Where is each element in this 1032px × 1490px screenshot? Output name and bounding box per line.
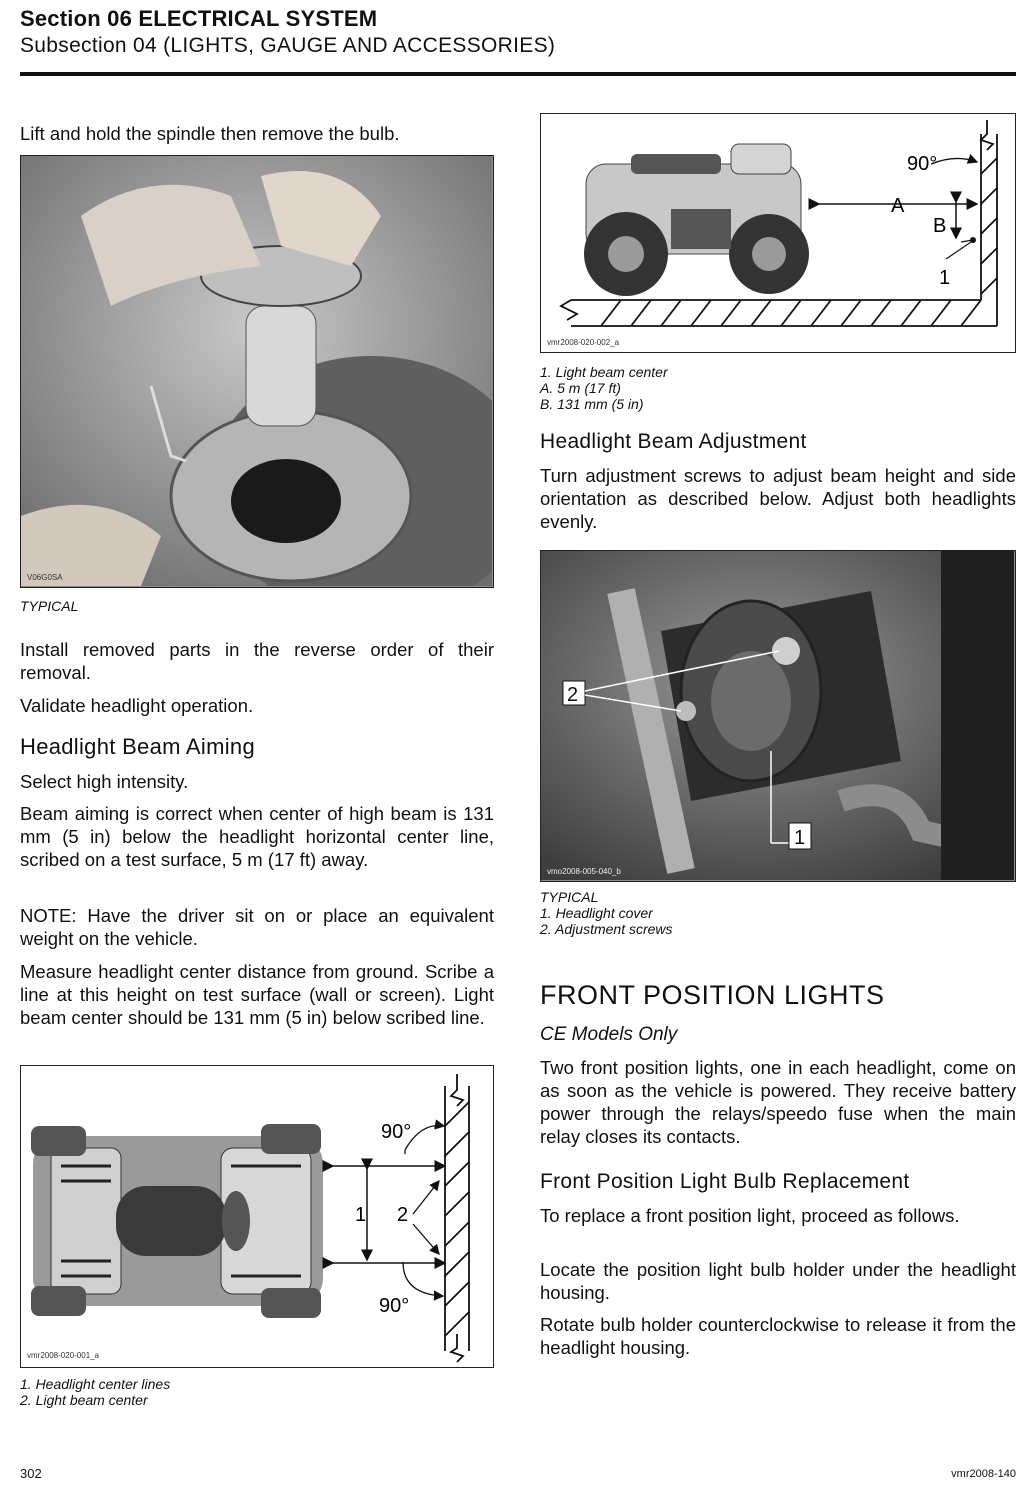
figure-headlight-photo bbox=[540, 550, 1016, 882]
angle-label: 90° bbox=[907, 153, 938, 175]
atv-side-view bbox=[584, 144, 809, 296]
section-title: Section 06 ELECTRICAL SYSTEM bbox=[20, 6, 378, 31]
heading-beam-adjustment: Headlight Beam Adjustment bbox=[540, 430, 807, 453]
figure-top-view-aiming bbox=[20, 1065, 494, 1368]
figure-id: vmo2008-005-040_b bbox=[547, 867, 621, 876]
angle-label-top: 90° bbox=[381, 1121, 412, 1143]
paragraph-replace: To replace a front position light, proceed as follows. bbox=[540, 1205, 960, 1226]
paragraph-beam-correct: Beam aiming is correct when center of high beam is 131 mm (5 in) below the headlight horizontal center line, scribed on a test surface, 5 m (17 ft) away. bbox=[20, 803, 494, 870]
angle-label-bottom: 90° bbox=[379, 1295, 410, 1317]
figure-caption: TYPICAL bbox=[20, 598, 79, 614]
figure-id: vmr2008-020-002_a bbox=[547, 338, 620, 347]
figure-id: vmr2008-020-001_a bbox=[27, 1351, 100, 1360]
header-rule bbox=[20, 72, 1016, 76]
figure-caption: TYPICAL bbox=[540, 889, 599, 905]
paragraph-rotate: Rotate bulb holder counterclockwise to release it from the headlight housing. bbox=[540, 1314, 1016, 1358]
page-number: 302 bbox=[20, 1466, 42, 1481]
label-b: B bbox=[933, 215, 947, 237]
headlight-photo-illustration bbox=[541, 551, 1014, 880]
figure-bulb-photo bbox=[20, 155, 494, 588]
figure-legend-b: B. 131 mm (5 in) bbox=[540, 396, 644, 412]
ground-hatch bbox=[561, 300, 997, 326]
ce-models-only: CE Models Only bbox=[540, 1024, 678, 1045]
label-a: A bbox=[891, 195, 905, 217]
paragraph-adjust-screws: Turn adjustment screws to adjust beam height and side orientation as described below. Adjust both headlights evenly. bbox=[540, 465, 1016, 532]
subsection-title: Subsection 04 (LIGHTS, GAUGE AND ACCESSORIES) bbox=[20, 34, 556, 57]
test-wall bbox=[981, 120, 997, 326]
paragraph-front-position: Two front position lights, one in each headlight, come on as soon as the vehicle is powered. They receive battery power through the relays/speedo fuse when the main relay closes its contacts. bbox=[540, 1057, 1016, 1147]
heading-front-position-lights: FRONT POSITION LIGHTS bbox=[540, 980, 885, 1010]
callout-2: 2 bbox=[397, 1204, 409, 1226]
figure-side-view-aiming bbox=[540, 113, 1016, 353]
bulb-photo-illustration bbox=[21, 156, 492, 586]
callout-1: 1 bbox=[355, 1204, 367, 1226]
test-wall bbox=[445, 1074, 469, 1362]
callout-2: 2 bbox=[567, 684, 579, 706]
figure-legend-1: 1. Headlight cover bbox=[540, 905, 653, 921]
figure-legend-1: 1. Headlight center lines bbox=[20, 1376, 171, 1392]
callout-1: 1 bbox=[939, 267, 951, 289]
paragraph-install: Install removed parts in the reverse order of their removal. bbox=[20, 639, 494, 683]
figure-id: V06G0SA bbox=[27, 573, 63, 582]
paragraph-validate: Validate headlight operation. bbox=[20, 695, 254, 716]
side-view-diagram bbox=[541, 114, 1014, 351]
figure-legend-2: 2. Adjustment screws bbox=[540, 921, 673, 937]
figure-legend-1: 1. Light beam center bbox=[540, 364, 668, 380]
paragraph-note: NOTE: Have the driver sit on or place an equivalent weight on the vehicle. bbox=[20, 905, 494, 949]
paragraph-select-high: Select high intensity. bbox=[20, 771, 189, 792]
atv-top-view bbox=[31, 1124, 323, 1318]
figure-legend-2: 2. Light beam center bbox=[20, 1392, 148, 1408]
heading-bulb-replacement: Front Position Light Bulb Replacement bbox=[540, 1170, 910, 1193]
document-code: vmr2008-140 bbox=[951, 1468, 1016, 1480]
top-view-diagram bbox=[21, 1066, 492, 1366]
callout-1: 1 bbox=[794, 827, 806, 849]
paragraph-measure: Measure headlight center distance from ground. Scribe a line at this height on test surface (wall or screen). Light beam center should be 131 mm (5 in) below scribed line. bbox=[20, 961, 494, 1028]
heading-beam-aiming: Headlight Beam Aiming bbox=[20, 734, 255, 759]
paragraph-locate: Locate the position light bulb holder under the headlight housing. bbox=[540, 1259, 1016, 1303]
figure-legend-a: A. 5 m (17 ft) bbox=[540, 380, 621, 396]
paragraph-lift-spindle: Lift and hold the spindle then remove the bulb. bbox=[20, 123, 400, 144]
